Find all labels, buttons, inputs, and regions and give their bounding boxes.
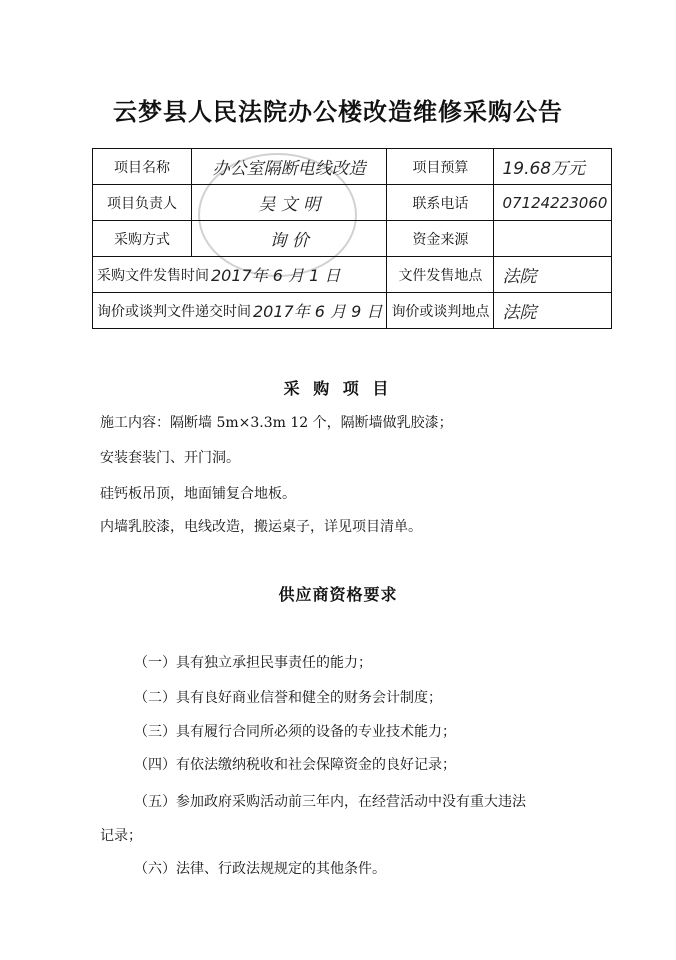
procurement-line: 施工内容：隔断墙 5m×3.3m 12 个，隔断墙做乳胶漆；	[100, 415, 453, 431]
project-leader-label: 项目负责人	[93, 185, 192, 221]
procurement-method-label: 采购方式	[93, 221, 192, 257]
fund-source-value	[494, 221, 612, 257]
contact-phone-value: 07124223060	[494, 185, 612, 221]
project-name-value: 办公室隔断电线改造	[191, 149, 387, 185]
sale-time-value: 2017年 6 月 1 日	[211, 266, 341, 285]
sale-place-label: 文件发售地点	[387, 257, 494, 293]
contact-phone-label: 联系电话	[387, 185, 494, 221]
project-name-label: 项目名称	[93, 149, 192, 185]
page-title: 云梦县人民法院办公楼改造维修采购公告	[113, 97, 563, 126]
qualification-item: （一）具有独立承担民事责任的能力；	[134, 655, 372, 671]
project-budget-label: 项目预算	[387, 149, 494, 185]
procurement-line: 安装套装门、开门洞。	[100, 450, 240, 466]
table-row	[93, 221, 612, 257]
fund-source-label: 资金来源	[387, 221, 494, 257]
procurement-method-value: 询 价	[191, 221, 387, 257]
qualification-item: 记录；	[100, 828, 142, 844]
procurement-line: 内墙乳胶漆，电线改造，搬运桌子，详见项目清单。	[100, 519, 422, 535]
submit-time-value: 2017年 6 月 9 日	[253, 302, 383, 321]
qualification-item: （五）参加政府采购活动前三年内，在经营活动中没有重大违法	[134, 794, 526, 810]
qualification-item: （四）有依法缴纳税收和社会保障资金的良好记录；	[134, 757, 456, 773]
project-budget-value: 19.68万元	[494, 149, 612, 185]
table-row	[93, 293, 612, 329]
submit-place-value: 法院	[494, 293, 612, 329]
sale-place-value: 法院	[494, 257, 612, 293]
table-row	[93, 149, 612, 185]
qualification-item: （六）法律、行政法规规定的其他条件。	[134, 861, 386, 877]
project-info-table	[92, 148, 612, 329]
table-row	[93, 257, 612, 293]
qualification-heading: 供应商资格要求	[278, 585, 398, 604]
qualification-item: （二）具有良好商业信誉和健全的财务会计制度；	[134, 690, 442, 706]
qualification-item: （三）具有履行合同所必须的设备的专业技术能力；	[134, 724, 456, 740]
procurement-heading: 采 购 项 目	[283, 379, 393, 398]
submit-place-label: 询价或谈判地点	[387, 293, 494, 329]
sale-time-label: 采购文件发售时间	[97, 267, 209, 284]
submit-time-cell	[93, 293, 387, 329]
sale-time-cell	[93, 257, 387, 293]
procurement-line: 硅钙板吊顶，地面铺复合地板。	[100, 486, 296, 502]
submit-time-label: 询价或谈判文件递交时间	[97, 303, 251, 320]
project-leader-value: 吴 文 明	[191, 185, 387, 221]
table-row	[93, 185, 612, 221]
